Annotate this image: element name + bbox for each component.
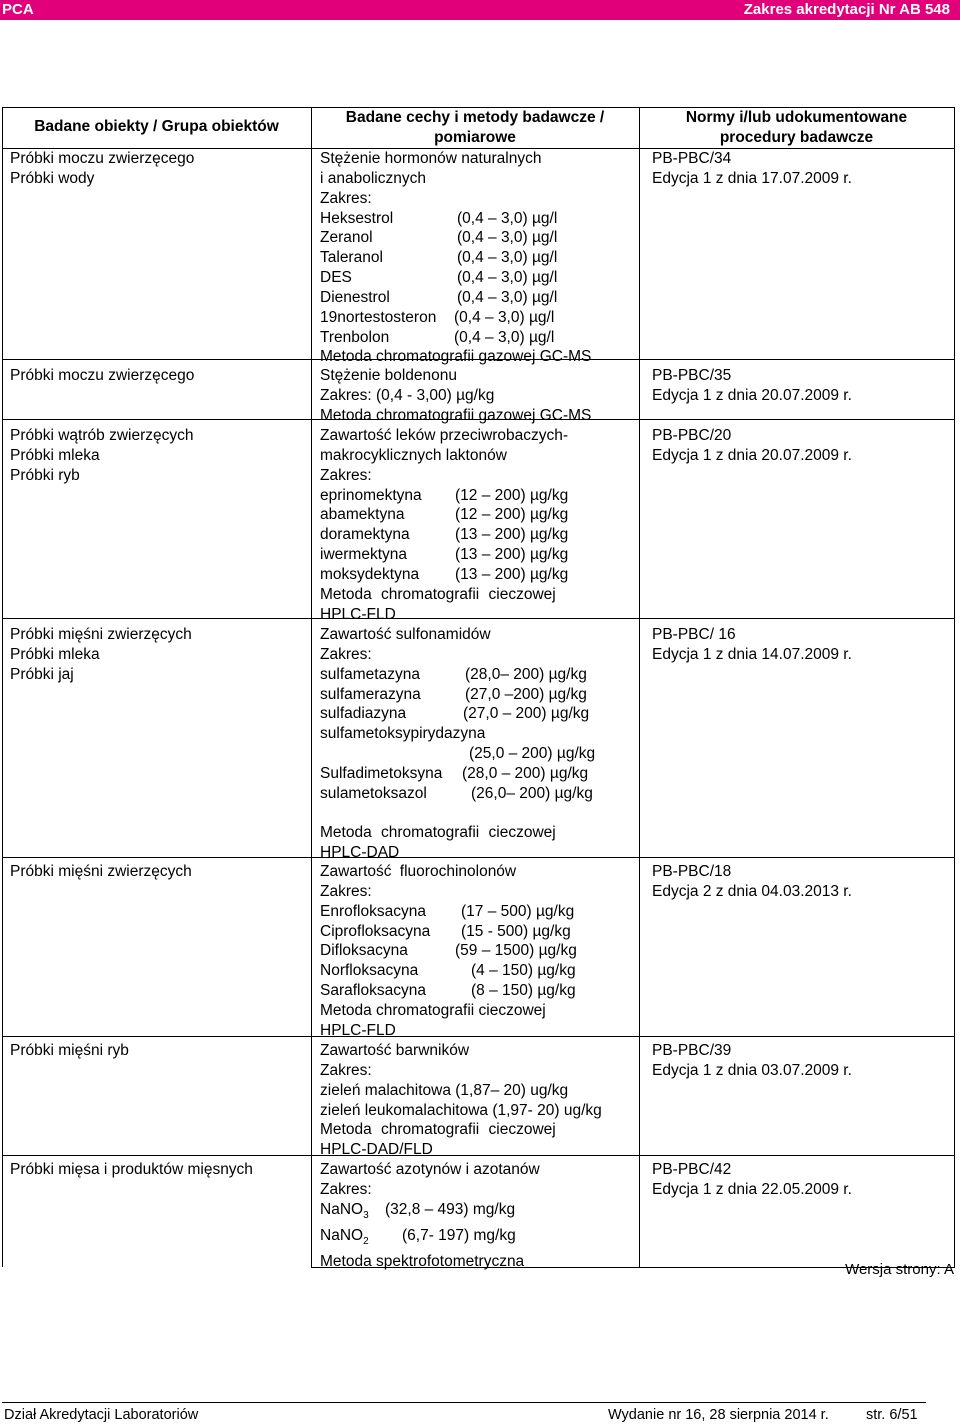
row5-features: Zawartość barwników Zakres: zieleń malachitowa (1,87– 20) ug/kg zieleń leukomalachitowa (1,97- 20) ug/kg Metoda chromatografii cieczowej HPLC-DAD/FLD bbox=[320, 1042, 602, 1159]
table-border-left bbox=[2, 107, 3, 807]
table-border-right bbox=[954, 107, 955, 1267]
row1-features: Stężenie boldenonu Zakres: (0,4 - 3,00) µg/kg Metoda chromatografii gazowej GC-MS bbox=[320, 367, 592, 424]
header-org: PCA bbox=[2, 1, 34, 18]
table-border-left-2 bbox=[2, 807, 3, 1267]
footer-department: Dział Akredytacji Laboratoriów bbox=[4, 1407, 199, 1423]
col2-header: Badane cechy i metody badawcze / pomiarowe bbox=[345, 109, 605, 146]
row4-procedure: PB-PBC/18 Edycja 2 z dnia 04.03.2013 r. bbox=[652, 863, 852, 900]
row6-procedure: PB-PBC/42 Edycja 1 z dnia 22.05.2009 r. bbox=[652, 1161, 852, 1198]
row5-procedure: PB-PBC/39 Edycja 1 z dnia 03.07.2009 r. bbox=[652, 1042, 852, 1079]
footer-page-number: str. 6/51 bbox=[866, 1407, 918, 1423]
row6-objects: Próbki mięsa i produktów mięsnych bbox=[10, 1161, 253, 1178]
col3-header: Normy i/lub udokumentowane procedury badawcze bbox=[685, 109, 908, 146]
row6-features: Zawartość azotynów i azotanów Zakres: NaNO$_3$ (32,8 – 493) mg/kg NaNO$_2$ (6,7- 197) mg/kg Metoda spektrofotometryczna bbox=[320, 1161, 540, 1270]
table-divider-1 bbox=[311, 107, 312, 1267]
row3-features: Zawartość sulfonamidów Zakres: sulfametazyna (28,0– 200) µg/kg sulfamerazyna (27,0 –200) µg/kg sulfadiazyna (27,0 – 200) µg/kg sulfametoksypirydazyna (25,0 – 200) µg/kg Sulfadimetoksyna (28,0 – 200) µg/kg sulametoksazol (26,0– 200) µg/kg Metoda chromatografii cieczowej HPLC-DAD bbox=[320, 626, 596, 862]
footer-edition: Wydanie nr 16, 28 sierpnia 2014 r. bbox=[608, 1407, 829, 1423]
row0-objects: Próbki moczu zwierzęcego Próbki wody bbox=[10, 150, 195, 187]
row3-procedure: PB-PBC/ 16 Edycja 1 z dnia 14.07.2009 r. bbox=[652, 626, 852, 663]
footer-rule bbox=[2, 1402, 926, 1403]
row1-procedure: PB-PBC/35 Edycja 1 z dnia 20.07.2009 r. bbox=[652, 367, 852, 404]
col1-header: Badane obiekty / Grupa obiektów bbox=[34, 118, 279, 135]
row3-objects: Próbki mięśni zwierzęcych Próbki mleka Próbki jaj bbox=[10, 626, 192, 683]
table-divider-2 bbox=[639, 107, 640, 1267]
row0-procedure: PB-PBC/34 Edycja 1 z dnia 17.07.2009 r. bbox=[652, 150, 852, 187]
row0-features: Stężenie hormonów naturalnych i anabolicznych Zakres: Heksestrol (0,4 – 3,0) µg/l Zeranol (0,4 – 3,0) µg/l Taleranol (0,4 – 3,0) µg/l DES (0,4 – 3,0) µg/l Dienestrol (0,4 – 3,0) µg/l 19nortestosteron (0,4 – 3,0) µg/l Trenbolon (0,4 – 3,0) µg/l Metoda chromatografii gazowej GC-MS bbox=[320, 150, 592, 366]
page-version: Wersja strony: A bbox=[845, 1261, 954, 1278]
row2-objects: Próbki wątrób zwierzęcych Próbki mleka Próbki ryb bbox=[10, 427, 194, 484]
row4-features: Zawartość fluorochinolonów Zakres: Enrofloksacyna (17 – 500) µg/kg Ciprofloksacyna (15 - 500) µg/kg Difloksacyna (59 – 1500) µg/kg Norfloksacyna (4 – 150) µg/kg Sarafloksacyna (8 – 150) µg/kg Metoda chromatografii cieczowej HPLC-FLD bbox=[320, 863, 577, 1039]
row2-procedure: PB-PBC/20 Edycja 1 z dnia 20.07.2009 r. bbox=[652, 427, 852, 464]
row5-objects: Próbki mięśni ryb bbox=[10, 1042, 129, 1059]
document-header-bar bbox=[0, 0, 960, 20]
row4-objects: Próbki mięśni zwierzęcych bbox=[10, 863, 192, 880]
row2-features: Zawartość leków przeciwrobaczych- makrocyklicznych laktonów Zakres: eprinomektyna (12 – 200) µg/kg abamektyna (12 – 200) µg/kg doramektyna (13 – 200) µg/kg iwermektyna (13 – 200) µg/kg moksydektyna (13 – 200) µg/kg Metoda chromatografii cieczowej HPLC-FLD bbox=[320, 427, 569, 623]
header-title: Zakres akredytacji Nr AB 548 bbox=[743, 1, 950, 18]
row1-objects: Próbki moczu zwierzęcego bbox=[10, 367, 195, 384]
